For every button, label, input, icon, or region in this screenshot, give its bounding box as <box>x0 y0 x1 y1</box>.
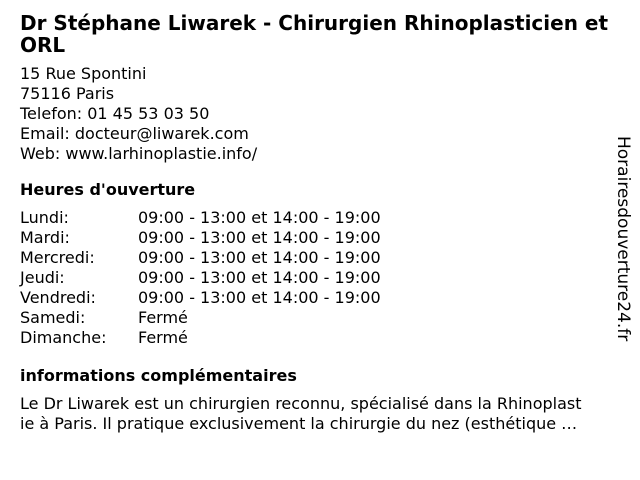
hours-row <box>20 248 628 268</box>
hours-value: 09:00 - 13:00 et 14:00 - 19:00 <box>138 228 381 247</box>
email-address: Email: docteur@liwarek.com <box>20 124 249 143</box>
info-heading: informations complémentaires <box>20 366 297 385</box>
description-line: ie à Paris. Il pratique exclusivement la chirurgie du nez (esthétique … <box>20 414 578 433</box>
day-label: Samedi: <box>20 308 86 327</box>
day-label: Dimanche: <box>20 328 107 347</box>
description-text <box>20 394 630 434</box>
day-label: Jeudi: <box>20 268 65 287</box>
phone-number: Telefon: 01 45 53 03 50 <box>20 104 210 123</box>
city-address: 75116 Paris <box>20 84 115 103</box>
day-label: Lundi: <box>20 208 69 227</box>
page-title: Dr Stéphane Liwarek - Chirurgien Rhinoplasticien et ORL <box>20 11 609 57</box>
hours-row <box>20 228 628 248</box>
address-block <box>20 64 628 164</box>
website-address: Web: www.larhinoplastie.info/ <box>20 144 258 163</box>
document <box>20 12 628 434</box>
hours-row <box>20 268 628 288</box>
hours-value: 09:00 - 13:00 et 14:00 - 19:00 <box>138 248 381 267</box>
hours-value: 09:00 - 13:00 et 14:00 - 19:00 <box>138 268 381 287</box>
hours-row <box>20 328 628 348</box>
description-line: Le Dr Liwarek est un chirurgien reconnu, spécialisé dans la Rhinoplast <box>20 394 582 413</box>
day-label: Vendredi: <box>20 288 96 307</box>
day-label: Mercredi: <box>20 248 95 267</box>
hours-value: Fermé <box>138 328 188 347</box>
hours-row <box>20 208 628 228</box>
hours-table <box>20 208 628 348</box>
day-label: Mardi: <box>20 228 70 247</box>
street-address: 15 Rue Spontini <box>20 64 147 83</box>
hours-value: Fermé <box>138 308 188 327</box>
watermark-text: Horairesdouverture24.fr <box>613 136 633 342</box>
hours-heading: Heures d'ouverture <box>20 180 196 199</box>
hours-row <box>20 308 628 328</box>
hours-value: 09:00 - 13:00 et 14:00 - 19:00 <box>138 288 381 307</box>
hours-row <box>20 288 628 308</box>
hours-value: 09:00 - 13:00 et 14:00 - 19:00 <box>138 208 381 227</box>
